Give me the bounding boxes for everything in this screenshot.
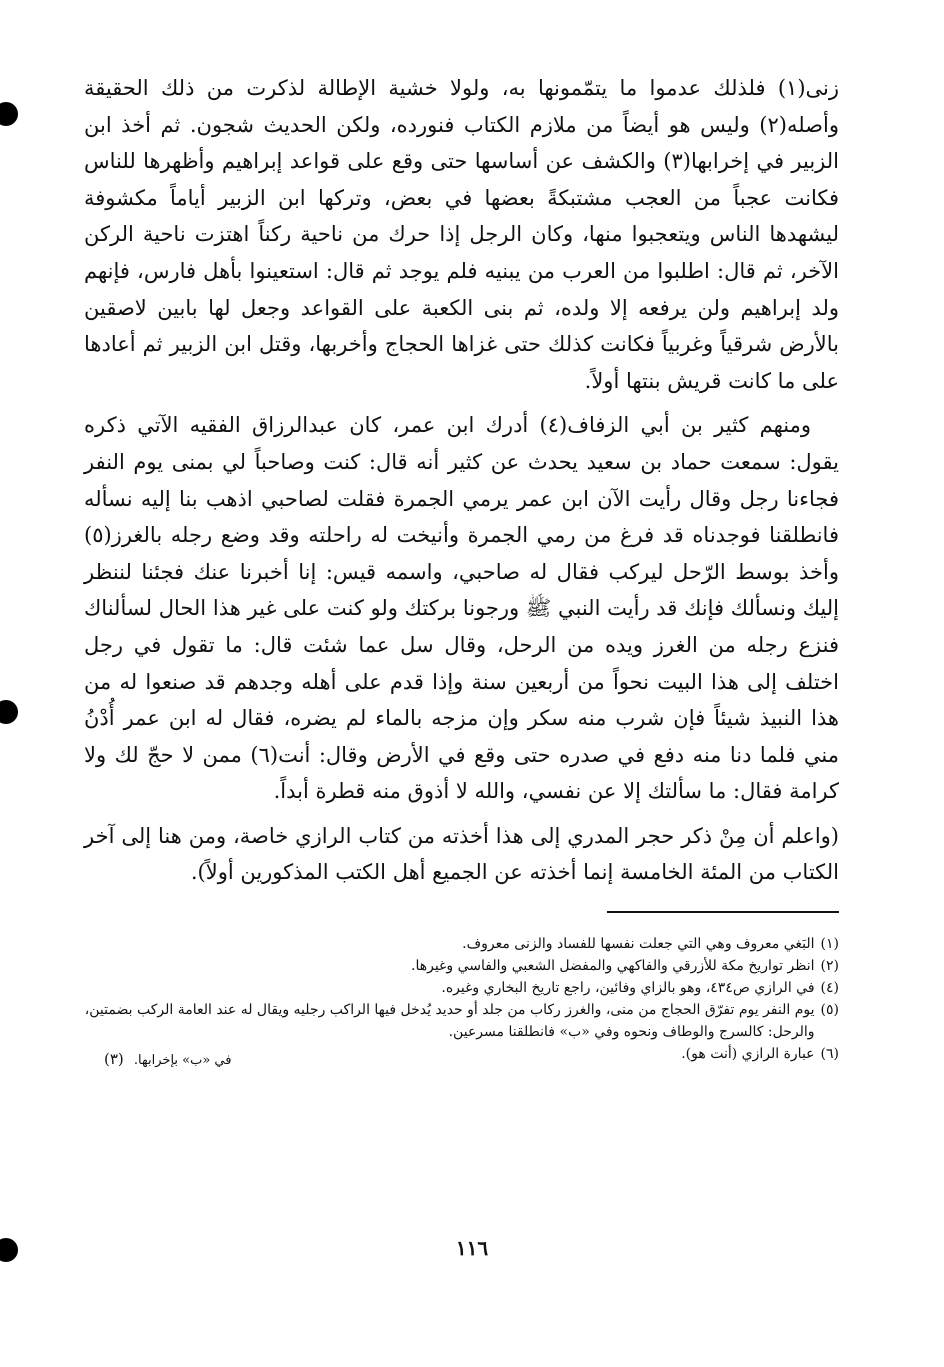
side-footnote-number: (٣) bbox=[104, 1050, 124, 1068]
page-content bbox=[84, 70, 839, 1065]
footnote bbox=[84, 955, 839, 977]
footnote-number: (٦) bbox=[820, 1046, 839, 1063]
footnote bbox=[84, 977, 839, 999]
page-number: ١١٦ bbox=[455, 1236, 489, 1260]
footnote-divider bbox=[607, 911, 839, 913]
footnote-text: البَغي معروف وهي التي جعلت نفسها للفساد والزنى معروف. bbox=[462, 936, 815, 953]
punch-hole bbox=[0, 700, 18, 724]
footnote-number: (١) bbox=[820, 936, 839, 953]
side-footnote bbox=[104, 1050, 232, 1068]
footnote-number: (٢) bbox=[820, 958, 839, 975]
footnote-text: انظر تواريخ مكة للأزرقي والفاكهي والمفضل الشعبي والفاسي وغيرها. bbox=[411, 958, 815, 975]
paragraph bbox=[84, 818, 839, 891]
footnote-text: يوم النفر يوم تفرّق الحجاج من منى، والغرز ركاب من جلد أو حديد يُدخل فيها الراكب رجليه ويقال له عند العامة الركب بضمتين، والرحل: كالسرج والوطاف ونحوه وفي «ب» فانطلقنا مسرعين. bbox=[84, 1002, 815, 1041]
footnote-number: (٤) bbox=[820, 980, 839, 997]
footnotes bbox=[84, 933, 839, 1065]
punch-hole bbox=[0, 102, 18, 126]
side-footnote-text: في «ب» بإخرابها. bbox=[133, 1053, 232, 1068]
footnote-number: (٥) bbox=[820, 1002, 839, 1019]
paragraph-text: (واعلم أن مِنْ ذكر حجر المدري إلى هذا أخذته من كتاب الرازي خاصة، ومن هنا إلى آخر الكتاب من المئة الخامسة إنما أخذته عن الجميع أهل الكتب المذكورين أولاً). bbox=[84, 823, 839, 885]
footnote-text: في الرازي ص٤٣٤، وهو بالزاي وفائين، راجع تاريخ البخاري وغيره. bbox=[441, 980, 815, 997]
footnote bbox=[84, 999, 839, 1043]
paragraph-text: زنى(١) فلذلك عدموا ما يتمّمونها به، ولولا خشية الإطالة لذكرت من ذلك الحقيقة وأصله(٢) وليس هو أيضاً من ملازم الكتاب فنورده، ولكن الحديث شجون. ثم أخذ ابن الزبير في إخرابها(٣) والكشف عن أساسها حتى وقع على قواعد إبراهيم وأظهرها للناس فكانت عجباً من العجب مشتبكةً بعضها في بعض، وتركها ابن الزبير أياماً مكشوفة ليشهدها الناس ويتعجبوا منها، وكان الرجل إذا حرك من ناحية ركناً اهتزت ناحية الركن الآخر، ثم قال: اطلبوا من العرب من يبنيه فلم يوجد ثم قال: استعينوا بأهل فارس، فإنهم ولد إبراهيم ولن يرفعه إلا ولده، ثم بنى الكعبة على القواعد وجعل لها بابين لاصقين بالأرض شرقياً وغربياً فكانت كذلك حتى غزاها الحجاج وأخربها، وقتل ابن الزبير ثم أعادها على ما كانت قريش بنتها أولاً. bbox=[84, 76, 839, 393]
footnote-text: عبارة الرازي (أنت هو). bbox=[681, 1046, 815, 1063]
paragraph bbox=[84, 70, 839, 399]
footnote bbox=[84, 933, 839, 955]
paragraph-text: ومنهم كثير بن أبي الزفاف(٤) أدرك ابن عمر، كان عبدالرزاق الفقيه الآتي ذكره يقول: سمعت حماد بن سعيد يحدث عن كثير أنه قال: كنت وصاحباً لي بمنى يوم النفر فجاءنا رجل وقال رأيت الآن ابن عمر يرمي الجمرة فقلت لصاحبي اذهب بنا إليه نسأله فانطلقنا فوجدناه قد فرغ من رمي الجمرة وأنيخت له راحلته وقد وضع رجله بالغرز(٥) وأخذ بوسط الرّحل ليركب فقال له صاحبي، واسمه قيس: إنا أخبرنا عنك فجئنا لننظر إليك ونسألك فإنك قد رأيت النبي ﷺ ورجونا بركتك ولو كنت على غير هذا الحال لسألناك فنزع رجله من الغرز ويده من الرحل، وقال سل عما شئت قال: ما تقول في رجل اختلف إلى هذا البيت نحواً من أربعين سنة وإذا قدم على أهله وجدهم قد صنعوا له من هذا النبيذ شيئاً فإن شرب منه سكر وإن مزجه بالماء لم يضره، فقال له ابن عمر أُدْنُ مني فلما دنا منه دفع في صدره حتى وقع في الأرض وقال: أنت(٦) ممن لا حجّ لك ولا كرامة فقال: ما سألتك إلا عن نفسي، والله لا أذوق منه قطرة أبداً. bbox=[84, 413, 839, 804]
paragraph bbox=[84, 407, 839, 810]
